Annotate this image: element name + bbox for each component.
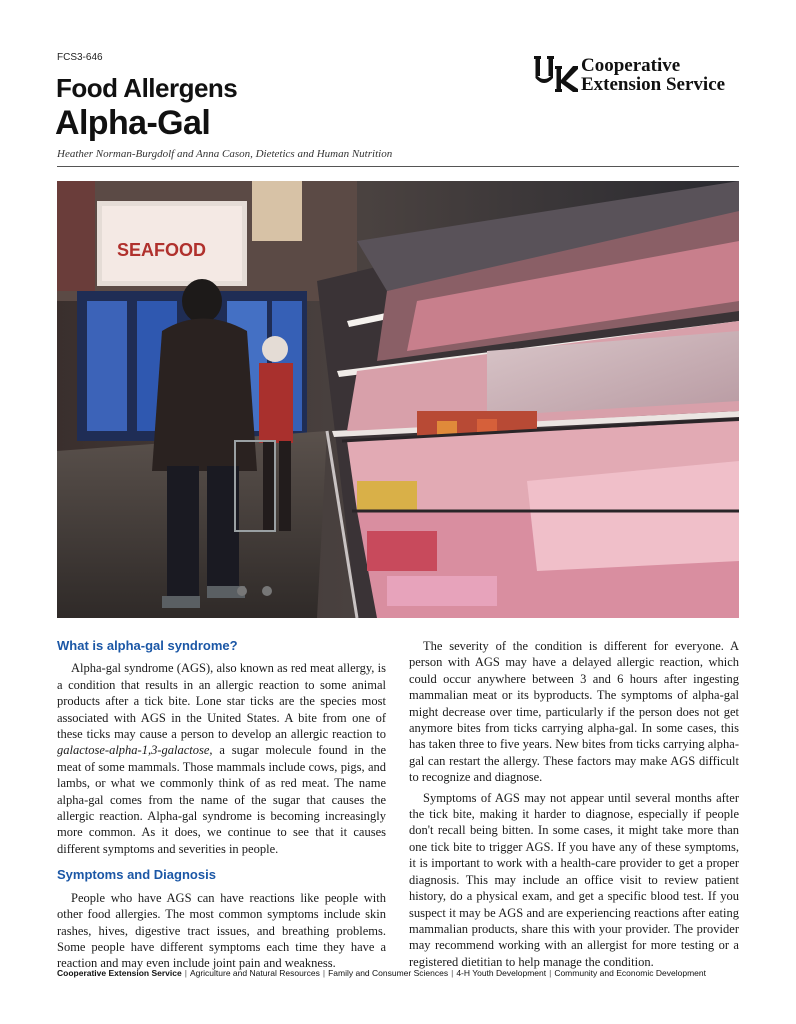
paragraph-what-is: [57, 660, 386, 857]
logo-text-line1: Cooperative: [581, 55, 681, 76]
section-heading-symptoms: Symptoms and Diagnosis: [57, 867, 216, 883]
uk-extension-logo: [533, 54, 743, 94]
paragraph-symptoms: People who have AGS can have reactions like people with other food allergies. The most common symptoms include skin rashes, hives, digestive tract issues, and breathing problems. Some people have different symptoms each time they have a reaction and may even include joint pain and weakness.: [57, 890, 386, 971]
authors-line: Heather Norman-Burgdolf and Anna Cason, Dietetics and Human Nutrition: [57, 148, 393, 160]
paragraph-text: a sugar molecule found in the meat of some mammals. Those mammals include cows, pigs, and lambs, or what we commonly think of as red meat. The name alpha-gal comes from the name of the sugar that causes the allergic reaction. Alpha-gal syndrome is becoming increasingly more common. As it does, we continue to see that it causes different symptoms and severities in people.: [57, 743, 386, 856]
footer: Cooperative Extension Service | Agriculture and Natural Resources | Family and Consumer Sciences | 4-H Youth Development | Community and Economic Development: [57, 968, 706, 978]
footer-program: Family and Consumer Sciences: [328, 968, 449, 978]
series-title: Food Allergens: [56, 73, 238, 103]
right-column: [409, 638, 739, 974]
sugar-name-italic: galactose-alpha-1,3-galactose,: [57, 743, 213, 758]
section-heading-what-is: What is alpha-gal syndrome?: [57, 638, 238, 653]
paragraph-severity: The severity of the condition is different for everyone. A person with AGS may have a delayed allergic reaction, which could occur anywhere between 3 and 6 hours after ingesting mammalian meat or its byproducts. The symptoms of alpha-gal might decrease over time, particularly if the person does not get anymore bites from ticks carrying alpha-gal. In some cases, this has taken three to five years. New bites from ticks carrying alpha-gal can restart the allergy. These factors may make AGS difficult to recognize and diagnose.: [409, 639, 739, 785]
grocery-meat-aisle-photo: [57, 181, 739, 618]
logo-text-line2: Extension Service: [581, 74, 726, 95]
seafood-sign-text: SEAFOOD: [117, 240, 207, 260]
footer-org: Cooperative Extension Service: [57, 968, 182, 978]
header-divider: [57, 166, 739, 167]
publication-number: FCS3-646: [57, 52, 103, 63]
paragraph-text: Alpha-gal syndrome (AGS), also known as red meat allergy, is a condition that results in an allergic reaction to some animal products after a tick bite. Lone star ticks are the species most associated with AGS in the United States. A bite from one of these ticks may cause a person to develop an allergic reaction to: [57, 661, 386, 742]
footer-program: Community and Economic Development: [554, 968, 706, 978]
left-column: [57, 638, 386, 976]
page-title: Alpha-Gal: [55, 104, 211, 142]
uk-logo-icon: [533, 54, 579, 94]
footer-program: Agriculture and Natural Resources: [189, 968, 320, 978]
paragraph-diagnosis: Symptoms of AGS may not appear until several months after the tick bite, making it harder to diagnose, especially if people don't recall being bitten. In some cases, it might take more than one tick bite to trigger AGS. If you have any of these symptoms, it is important to work with a health-care provider to get a proper diagnosis. This may include an office visit to review patient history, do a physical exam, and get a specific blood test. If you suspect it may be AGS and are experiencing reactions after eating mammalian products, share this with your provider. The provider may recommend working with an allergist for more testing or a registered dietitian to help manage the condition.: [409, 790, 739, 969]
footer-program: 4-H Youth Development: [456, 968, 547, 978]
